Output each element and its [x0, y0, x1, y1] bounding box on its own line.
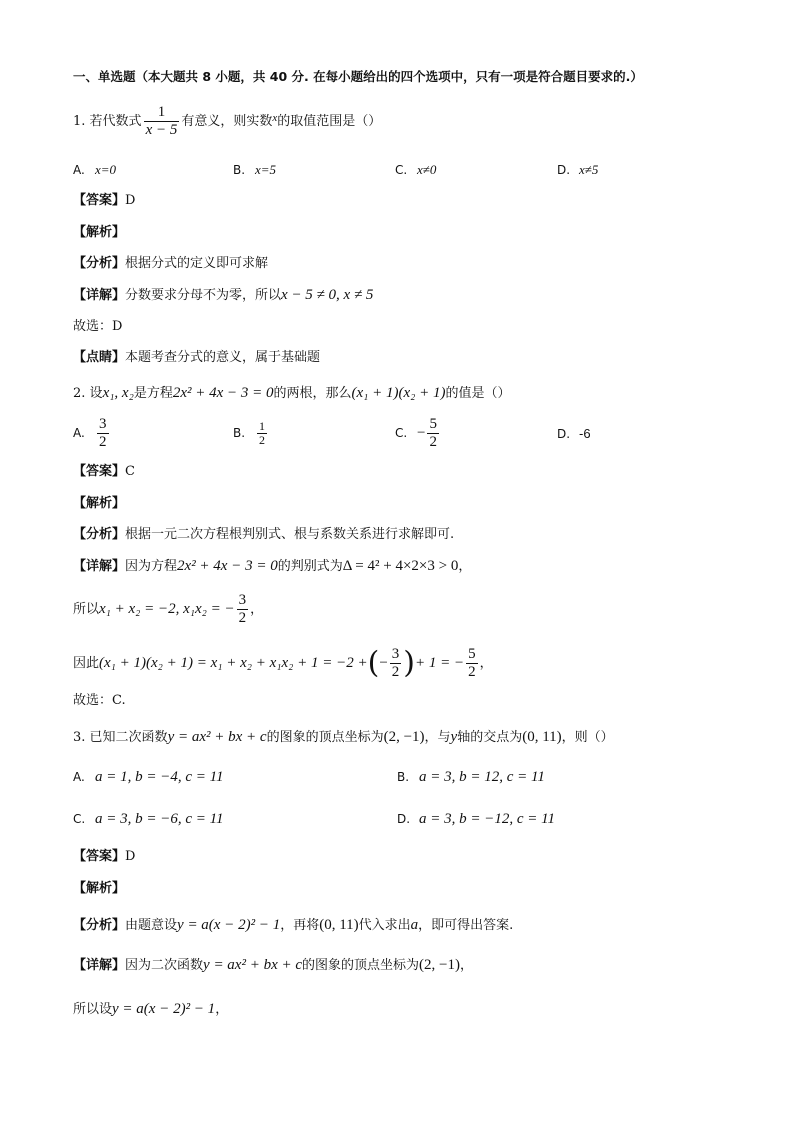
- q1-choose: 故选：D: [73, 319, 123, 334]
- xiangjie-tag: 【详解】: [73, 958, 126, 973]
- left-paren-icon: (: [367, 645, 380, 681]
- q3-mid2: ，与: [424, 730, 451, 745]
- answer-tag: 【答案】: [73, 193, 126, 208]
- option-label: C.: [395, 426, 408, 440]
- q2-post: 的值是（）: [445, 386, 511, 401]
- q1-answer: [73, 192, 135, 210]
- option-text: a = 3, b = −6, c = 11: [95, 811, 224, 827]
- fenxi-tag: 【分析】: [73, 918, 126, 933]
- yinci-inner-fraction: [390, 646, 402, 681]
- q3-option-d[interactable]: [397, 811, 555, 828]
- q1-frac-num: 1: [144, 104, 180, 122]
- frac-num: 1: [259, 419, 265, 433]
- q3-y-var: y: [450, 729, 458, 745]
- q2-option-b[interactable]: [233, 420, 269, 447]
- fenxi-tag: 【分析】: [73, 256, 126, 271]
- fenxi-pre: 由题意设: [125, 918, 178, 933]
- xiangjie-function: y = ax² + bx + c: [203, 957, 303, 973]
- q1-post: 有意义，则实数: [181, 114, 273, 129]
- xiangjie-mid: 的图象的顶点坐标为: [302, 958, 420, 973]
- option-fraction: [97, 416, 109, 451]
- xiangjie-text: 分数要求分母不为零，所以: [125, 288, 282, 303]
- q1-option-a[interactable]: [73, 162, 116, 178]
- q2-roots: x₁, x₂: [102, 385, 134, 401]
- option-label: D.: [397, 812, 411, 826]
- option-text: a = 3, b = 12, c = 11: [419, 769, 545, 785]
- q3-function: y = ax² + bx + c: [167, 729, 267, 745]
- xiangjie-tag: 【详解】: [73, 559, 126, 574]
- option-text: -6: [579, 426, 591, 441]
- q2-option-d[interactable]: [557, 426, 591, 442]
- section-header: 一、单选题（本大题共 8 小题，共 40 分. 在每小题给出的四个选项中，只有一项是符合题目要求的.）: [73, 69, 643, 84]
- q1-option-d[interactable]: [557, 162, 598, 178]
- suoyi-text: 所以设: [73, 1002, 113, 1017]
- option-label: A.: [73, 426, 85, 440]
- q1-fraction: [144, 104, 180, 139]
- fenxi-mid2: 代入求出: [358, 918, 411, 933]
- right-paren-icon: ): [403, 645, 415, 681]
- xiangjie-tag: 【详解】: [73, 288, 126, 303]
- fenxi-mid: ，再将: [280, 918, 320, 933]
- xiangjie-vertex: (2, −1): [419, 957, 460, 973]
- xiangjie-pre: 因为二次函数: [125, 958, 204, 973]
- fenxi-text: 根据一元二次方程根判别式、根与系数关系进行求解即可.: [125, 527, 455, 542]
- suoyi-math: x₁ + x₂ = −2, x₁x₂ = −: [99, 601, 235, 617]
- option-text: a = 3, b = −12, c = 11: [419, 811, 556, 827]
- answer-value: D: [125, 193, 136, 208]
- option-label: B.: [233, 426, 246, 440]
- q3-post: ，则（）: [561, 730, 614, 745]
- q2-xiangjie: [73, 557, 471, 576]
- q2-pre: 设: [89, 386, 103, 401]
- xiangjie-equation: 2x² + 4x − 3 = 0: [177, 558, 278, 574]
- suoyi-fraction: [237, 592, 249, 627]
- q2-answer: [73, 463, 135, 481]
- frac-den: 2: [259, 433, 265, 447]
- xiangjie-mid: 的判别式为: [277, 559, 343, 574]
- q1-analysis: [73, 224, 125, 242]
- answer-value: D: [125, 849, 136, 864]
- frac-num: 3: [99, 416, 107, 432]
- frac-num: 3: [238, 592, 247, 608]
- q2-expr: (x₁ + 1)(x₂ + 1): [351, 385, 446, 401]
- dianjing-tag: 【点睛】: [73, 350, 126, 365]
- xiangjie-discriminant: Δ = 4² + 4×2×3 > 0: [342, 558, 459, 574]
- analysis-tag: 【解析】: [73, 225, 126, 240]
- q2-option-a[interactable]: [73, 416, 111, 451]
- option-text: x=5: [255, 162, 277, 177]
- question-1: [73, 104, 381, 139]
- q3-fenxi: [73, 916, 513, 935]
- q1-frac-den: x − 5: [145, 122, 178, 138]
- q1-xiangjie: [73, 286, 373, 305]
- q2-fenxi: [73, 526, 454, 544]
- option-label: D.: [557, 163, 571, 177]
- frac-den: 2: [468, 664, 476, 680]
- answer-value: C: [125, 464, 135, 479]
- xiangjie-pre: 因为方程: [125, 559, 178, 574]
- analysis-tag: 【解析】: [73, 496, 126, 511]
- q3-option-a[interactable]: [73, 769, 224, 786]
- option-label: C.: [73, 812, 86, 826]
- q1-fenxi: [73, 255, 268, 273]
- fenxi-math: y = a(x − 2)² − 1: [177, 917, 281, 933]
- q3-answer: [73, 848, 135, 866]
- option-fraction: [257, 420, 267, 447]
- xiangjie-end: ，: [458, 559, 472, 574]
- analysis-tag: 【解析】: [73, 881, 126, 896]
- q1-number: 1.: [73, 114, 86, 129]
- fenxi-tag: 【分析】: [73, 527, 126, 542]
- frac-den: 2: [238, 610, 247, 626]
- frac-num: 5: [429, 416, 437, 432]
- frac-den: 2: [99, 434, 107, 450]
- frac-den: 2: [429, 434, 437, 450]
- xiangjie-end: ，: [460, 958, 474, 973]
- q1-pre: 若代数式: [89, 114, 142, 129]
- option-fraction: [427, 416, 439, 451]
- frac-den: 2: [391, 664, 400, 680]
- q2-mid: 是方程: [133, 386, 173, 401]
- q1-option-c[interactable]: [395, 162, 436, 178]
- option-text: x≠0: [417, 162, 437, 177]
- q3-pre: 已知二次函数: [89, 730, 168, 745]
- q1-post2: 的取值范围是（）: [277, 114, 382, 129]
- q3-number: 3.: [73, 730, 86, 745]
- q2-analysis: [73, 495, 125, 513]
- fenxi-text: 根据分式的定义即可求解: [125, 256, 269, 271]
- frac-num: 3: [391, 646, 400, 662]
- q2-mid2: 的两根，那么: [273, 386, 352, 401]
- answer-tag: 【答案】: [73, 849, 126, 864]
- yinci-text: 因此: [73, 656, 100, 671]
- dianjing-text: 本题考查分式的意义，属于基础题: [125, 350, 321, 365]
- xiangjie-math: x − 5 ≠ 0, x ≠ 5: [281, 287, 374, 303]
- q3-mid: 的图象的顶点坐标为: [266, 730, 384, 745]
- q3-analysis: [73, 880, 125, 898]
- suoyi-end: ，: [215, 1002, 229, 1017]
- option-text: x=0: [95, 162, 117, 177]
- q1-dianjing: [73, 349, 320, 367]
- option-label: C.: [395, 163, 408, 177]
- q3-option-b[interactable]: [397, 769, 545, 786]
- answer-tag: 【答案】: [73, 464, 126, 479]
- frac-num: 5: [468, 646, 476, 662]
- option-text: a = 1, b = −4, c = 11: [95, 769, 224, 785]
- yinci-math-1: (x₁ + 1)(x₂ + 1) = x₁ + x₂ + x₁x₂ + 1 = −2 +: [99, 655, 368, 671]
- q3-xiangjie: [73, 956, 473, 975]
- suoyi-end: ，: [250, 602, 264, 617]
- question-2: [73, 384, 511, 403]
- q2-number: 2.: [73, 386, 86, 401]
- q3-point: (0, 11): [522, 729, 562, 745]
- q3-option-c[interactable]: [73, 811, 224, 828]
- q3-suoyi: [73, 1000, 228, 1019]
- question-3: [73, 728, 614, 747]
- fenxi-point: (0, 11): [319, 917, 359, 933]
- suoyi-math: y = a(x − 2)² − 1: [112, 1001, 216, 1017]
- q3-mid3: 轴的交点为: [457, 730, 523, 745]
- option-label: B.: [397, 770, 410, 784]
- yinci-result-fraction: [466, 646, 478, 681]
- q1-var: x: [272, 112, 278, 124]
- option-label: A.: [73, 163, 85, 177]
- q2-choose: 故选：C.: [73, 693, 126, 708]
- suoyi-text: 所以: [73, 602, 100, 617]
- yinci-inner-sign: −: [379, 655, 388, 671]
- q3-vertex: (2, −1): [383, 729, 425, 745]
- fenxi-end: ，即可得出答案.: [418, 918, 514, 933]
- yinci-end: ，: [479, 656, 493, 671]
- option-text: x≠5: [579, 162, 599, 177]
- option-label: B.: [233, 163, 246, 177]
- q2-yinci: [73, 646, 493, 681]
- q2-equation: 2x² + 4x − 3 = 0: [172, 385, 274, 401]
- option-label: D.: [557, 427, 571, 441]
- q1-option-b[interactable]: [233, 162, 276, 178]
- option-sign: −: [417, 425, 426, 441]
- yinci-math-2: + 1 = −: [415, 655, 465, 671]
- fenxi-var: a: [410, 917, 419, 933]
- q2-option-c[interactable]: [395, 416, 441, 451]
- q2-suoyi: [73, 592, 263, 627]
- option-label: A.: [73, 770, 85, 784]
